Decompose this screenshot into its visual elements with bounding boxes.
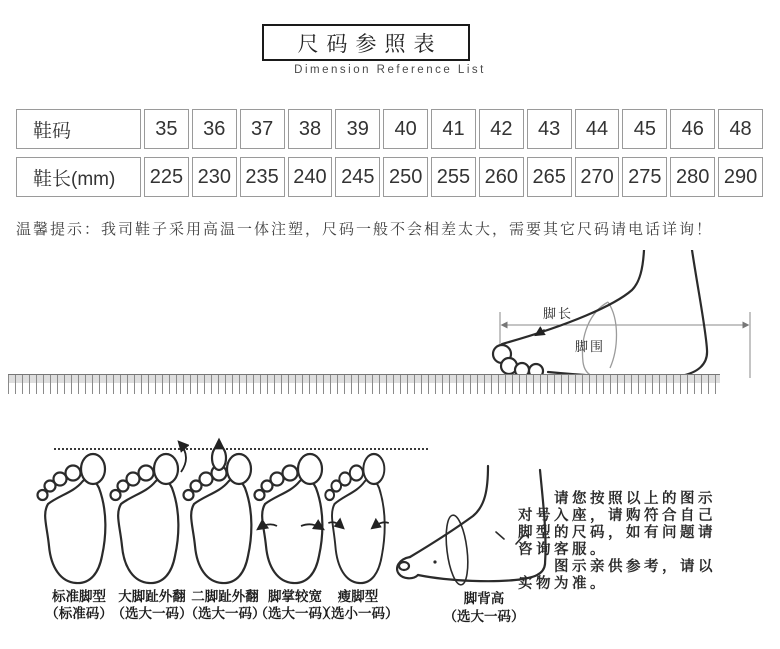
- size-cell: 43: [527, 109, 572, 149]
- footprint-wide-sole: [253, 436, 333, 588]
- leg-front-and-instep-line: [502, 250, 644, 344]
- slim-arrow-right-icon: [372, 522, 389, 528]
- foot-type-advice: （选小一码）: [317, 606, 399, 621]
- toenail: [399, 562, 409, 570]
- wide-arrow-right-icon: [301, 524, 323, 529]
- length-cell: 230: [192, 157, 237, 197]
- size-cell: 42: [479, 109, 524, 149]
- length-cell: 290: [718, 157, 763, 197]
- footprint-slim: [324, 436, 394, 588]
- table-row-lengths: [16, 157, 763, 197]
- note-line: 图示亲供参考，请以: [518, 559, 716, 575]
- size-cell: 37: [240, 109, 285, 149]
- title-box: [262, 24, 470, 61]
- size-cell: 48: [718, 109, 763, 149]
- instep-name: 脚背高: [463, 591, 505, 606]
- row-header-length: 鞋长(mm): [16, 157, 141, 197]
- foot-type-name: 标准脚型: [52, 589, 106, 604]
- instep-height-label: [428, 590, 540, 626]
- note-line: 实物为准。: [518, 576, 608, 592]
- size-cell: 41: [431, 109, 476, 149]
- foot-type-advice: （标准码）: [45, 606, 113, 621]
- size-cell: 36: [192, 109, 237, 149]
- foot-type-name: 大脚趾外翻: [118, 589, 186, 604]
- slim-arrow-left-icon: [328, 522, 343, 528]
- raised-second-toe: [212, 446, 226, 470]
- instep-girth-loop: [443, 514, 471, 586]
- foot-type-advice: （选大一码）: [254, 606, 336, 621]
- ruler-tape: [8, 374, 720, 394]
- note-line: 对号入座，请购符合自己: [518, 508, 716, 524]
- advisory-note: [518, 491, 768, 593]
- note-line: 脚型的尺码，如有问题请: [518, 525, 716, 541]
- foot-type-name: 脚掌较宽: [268, 589, 322, 604]
- length-cell: 225: [144, 157, 189, 197]
- page-subtitle: Dimension Reference List: [294, 64, 486, 76]
- ankle-front-line: [410, 466, 488, 557]
- foot-type-name: 瘦脚型: [337, 589, 379, 604]
- size-cell: 44: [575, 109, 620, 149]
- length-cell: 235: [240, 157, 285, 197]
- page-title: 尺码参照表: [297, 32, 443, 56]
- girth-loop-back: [608, 302, 617, 368]
- footprint-secondtoe-valgus: [182, 436, 262, 588]
- length-cell: 260: [479, 157, 524, 197]
- footprint-standard: [36, 436, 116, 588]
- table-row-sizes: [16, 109, 763, 149]
- foot-length-label: 脚长: [543, 306, 574, 321]
- instep-dot: [433, 560, 436, 563]
- note-line: 请您按照以上的图示: [518, 491, 716, 507]
- length-cell: 255: [431, 157, 476, 197]
- size-cell: 38: [288, 109, 333, 149]
- length-cell: 270: [575, 157, 620, 197]
- size-table: [13, 101, 766, 205]
- foot-type-advice: （选大一码）: [184, 606, 266, 621]
- size-cell: 39: [335, 109, 380, 149]
- length-cell: 275: [622, 157, 667, 197]
- note-line: 咨询客服。: [518, 542, 608, 558]
- length-cell: 280: [670, 157, 715, 197]
- row-header-size: 鞋码: [16, 109, 141, 149]
- length-cell: 240: [288, 157, 333, 197]
- size-cell: 46: [670, 109, 715, 149]
- length-cell: 265: [527, 157, 572, 197]
- foot-type-advice: （选大一码）: [111, 606, 193, 621]
- length-cell: 245: [335, 157, 380, 197]
- size-cell: 40: [383, 109, 428, 149]
- instep-advice: （选大一码）: [443, 609, 525, 624]
- foot-type-name: 二脚趾外翻: [191, 589, 259, 604]
- warm-tip-text: 温馨提示：我司鞋子采用高温一体注塑，尺码一般不会相差太大，需要其它尺码请电话详询！: [16, 221, 714, 238]
- foot-type-label: [312, 588, 404, 622]
- footprint-bigtoe-valgus: [109, 436, 189, 588]
- size-cell: 45: [622, 109, 667, 149]
- length-cell: 250: [383, 157, 428, 197]
- foot-girth-label: 脚围: [575, 339, 606, 354]
- size-cell: 35: [144, 109, 189, 149]
- wide-arrow-left-icon: [258, 524, 277, 529]
